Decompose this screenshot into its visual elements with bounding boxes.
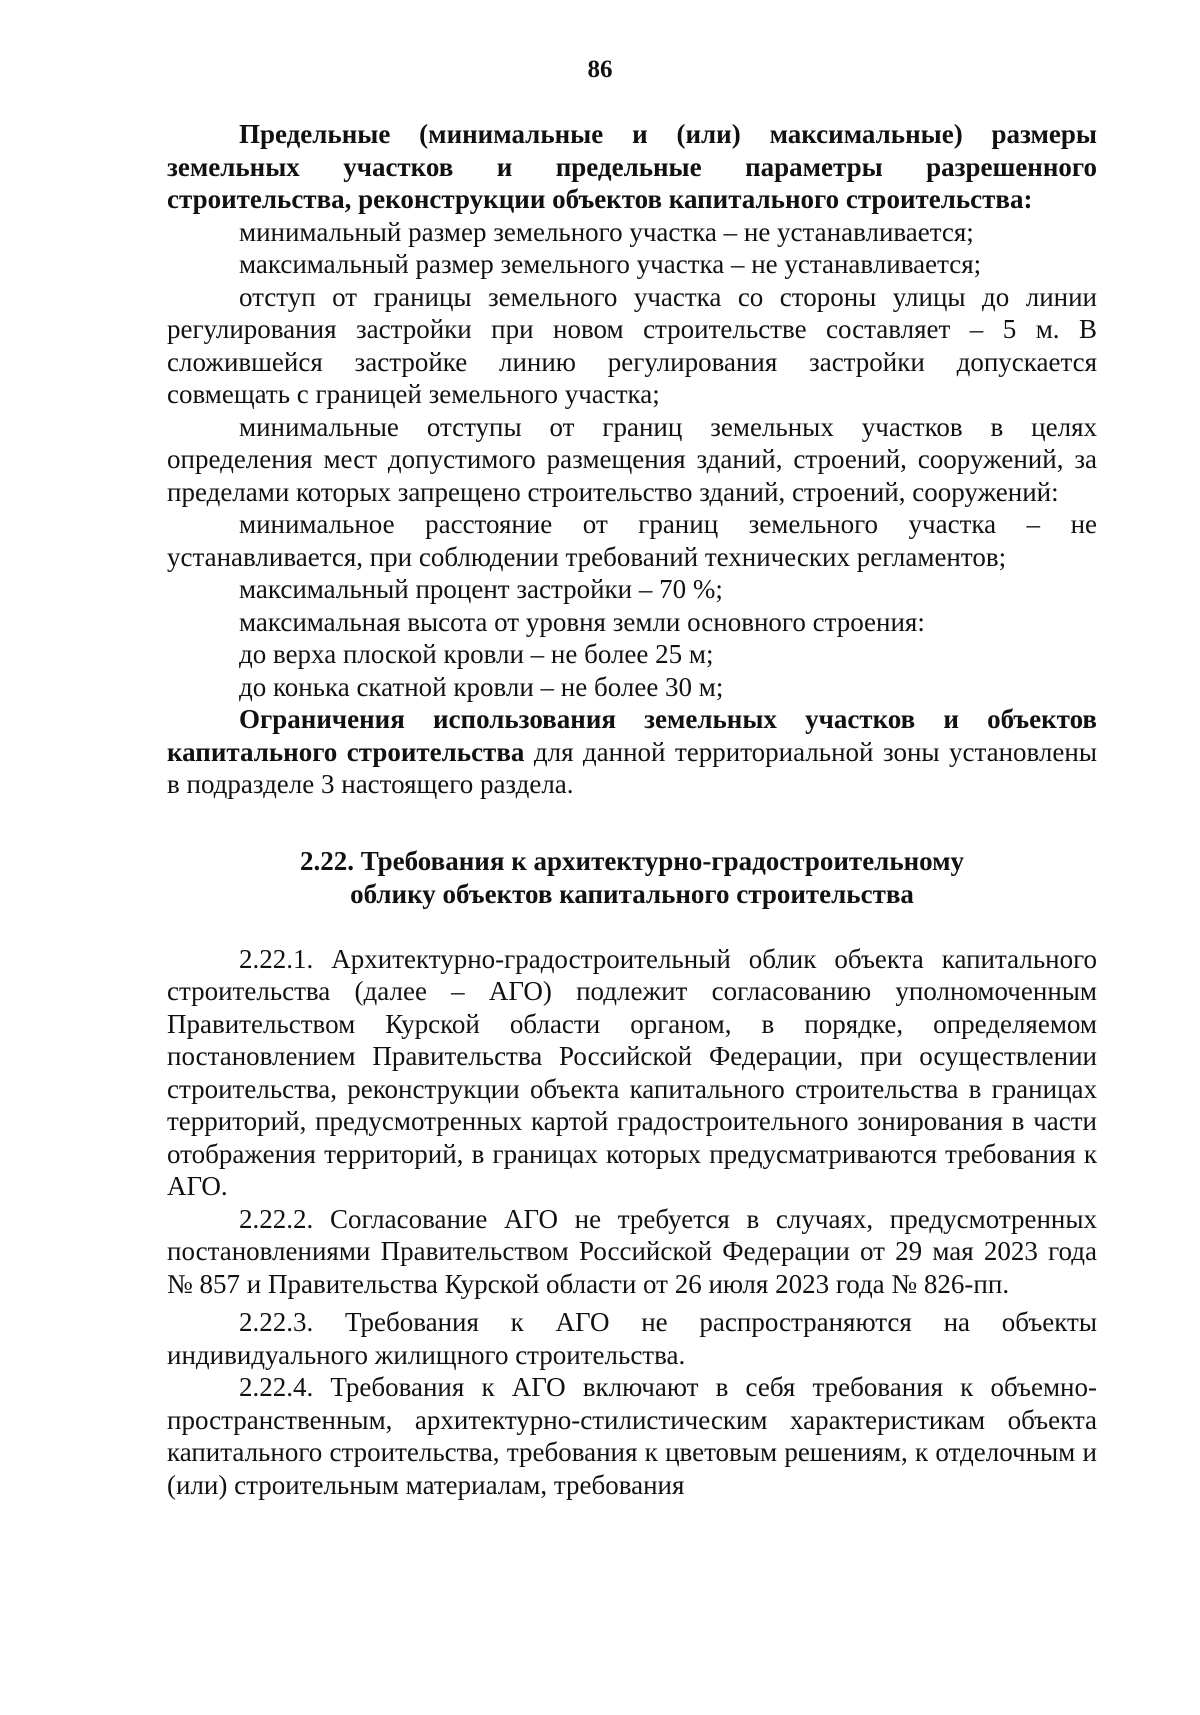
paragraph-restrictions [167,703,1097,801]
paragraph-street-setback: отступ от границы земельного участка со стороны улицы до линии регулирования застройки при новом строительстве составляет – 5 м. В сложившейся застройке линию регулирования застройки допускается совмещать с границей земельного участка; [167,281,1097,409]
restrictions-text: для данной территориальной зоны установлены в подразделе 3 настоящего раздела. [167,736,1097,799]
paragraph-flat-roof: до верха плоской кровли – не более 25 м; [239,639,714,669]
paragraph-min-setbacks: минимальные отступы от границ земельных участков в целях определения мест допустимого размещения зданий, строений, сооружений, за пределами которых запрещено строительство зданий, строений, сооружений: [167,411,1097,507]
paragraph-max-size: максимальный размер земельного участка – не устанавливается; [239,249,982,279]
paragraph-pitched-roof: до конька скатной кровли – не более 30 м; [239,671,724,702]
page-content [167,118,1097,1501]
section-title-line-2: облику объектов капитального строительства [350,878,914,909]
section-title [167,845,1097,911]
paragraph-min-distance: минимальное расстояние от границ земельного участка – не устанавливается, при соблюдении требований технических регламентов; [167,509,1097,572]
paragraph-max-height: максимальная высота от уровня земли основного строения: [239,606,925,637]
restrictions-bold-text: Ограничения использования земельных участков и объектов капитального строительства [167,704,1097,767]
parameters-heading: Предельные (минимальные и (или) максимальные) размеры земельных участков и предельные параметры разрешенного строительства, реконструкции объектов капитального строительства: [167,119,1097,214]
paragraph-max-coverage: максимальный процент застройки – 70 %; [239,574,723,604]
page-number: 86 [587,56,613,83]
paragraph-2-22-1: 2.22.1. Архитектурно-градостроительный облик объекта капитального строительства (далее – АГО) подлежит согласованию уполномоченным Правительством Курской области органом, в порядке, определяемом постановлением Правительства Российской Федерации, при осуществлении строительства, реконструкции объекта капитального строительства в границах территорий, предусмотренных картой градостроительного зонирования в части отображения территорий, в границах которых предусматриваются требования к АГО. [167,943,1097,1201]
paragraph-2-22-3: 2.22.3. Требования к АГО не распространяются на объекты индивидуального жилищного строительства. [167,1307,1097,1370]
paragraph-2-22-4: 2.22.4. Требования к АГО включают в себя требования к объемно-пространственным, архитектурно-стилистическим характеристикам объекта капитального строительства, требования к цветовым решениям, к отделочным и (или) строительным материалам, требования [167,1372,1097,1500]
paragraph-2-22-2: 2.22.2. Согласование АГО не требуется в случаях, предусмотренных постановлениями Правительством Российской Федерации от 29 мая 2023 года № 857 и Правительства Курской области от 26 июля 2023 года № 826-пп. [167,1203,1097,1299]
section-title-line-1: 2.22. Требования к архитектурно-градостроительному [299,845,965,876]
paragraph-min-size: минимальный размер земельного участка – не устанавливается; [239,216,974,247]
